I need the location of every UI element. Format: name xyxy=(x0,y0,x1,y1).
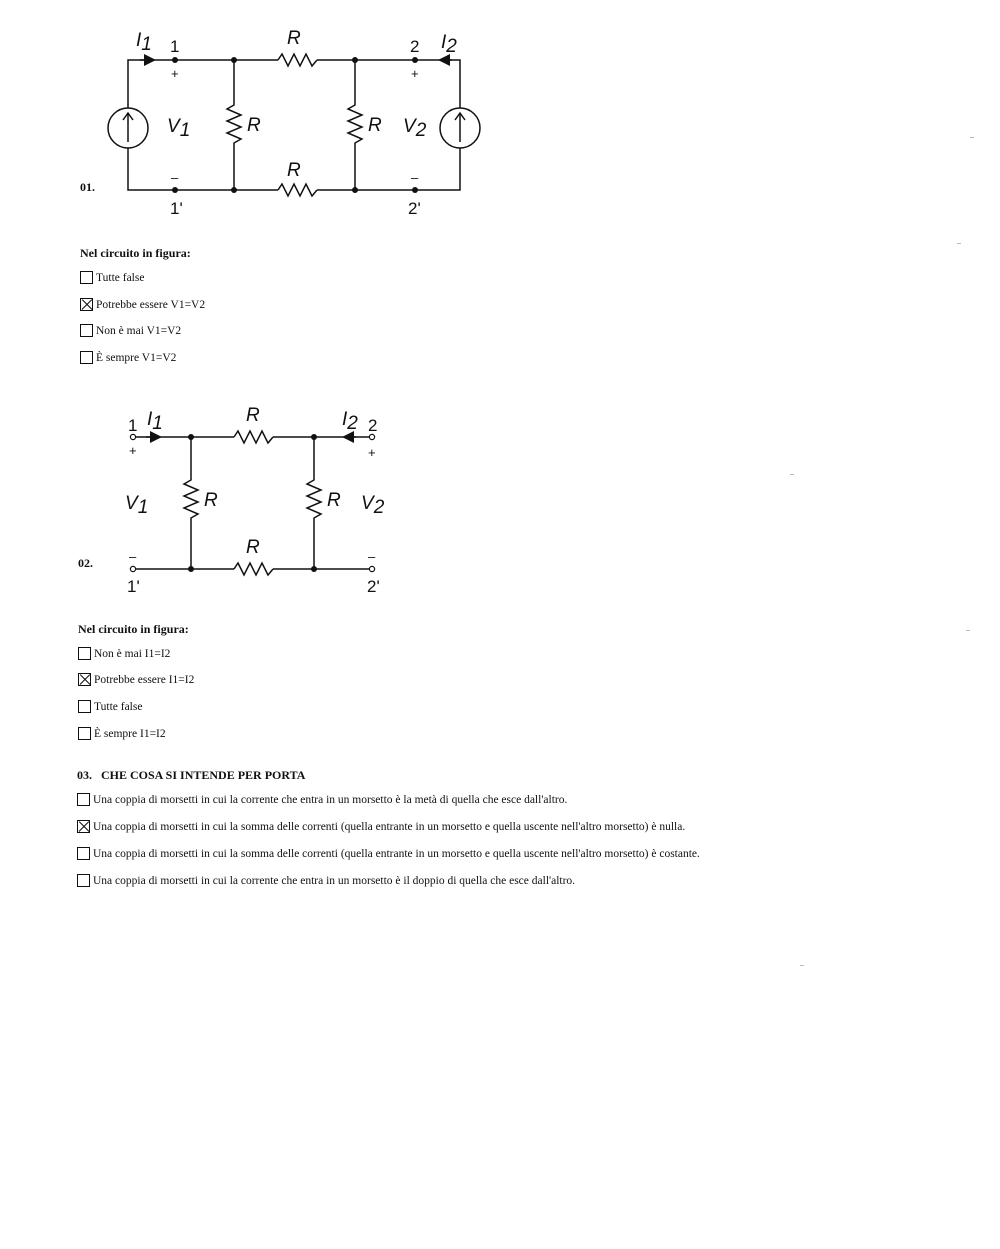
c2-resistor-right xyxy=(307,437,321,569)
c2-resistor-bottom xyxy=(234,563,273,575)
option-label: Non è mai I1=I2 xyxy=(94,647,171,660)
option-label: Una coppia di morsetti in cui la somma delle correnti (quella entrante in un morsetto e quella uscente nell'altro morsetto) è nulla. xyxy=(93,820,686,833)
c2-label-V2: V2 xyxy=(361,493,385,518)
c1-label-R-left: R xyxy=(247,115,261,136)
option-label: Una coppia di morsetti in cui la corrente che entra in un morsetto è il doppio di quella che esce dall'altro. xyxy=(93,874,576,887)
q2-option-4[interactable] xyxy=(78,727,166,740)
c2-label-R-bottom: R xyxy=(246,537,260,558)
q3-option-1[interactable] xyxy=(77,793,567,806)
option-label: Tutte false xyxy=(94,700,143,713)
c1-label-node2p: 2' xyxy=(408,199,421,218)
scan-speck xyxy=(790,474,794,475)
c2-label-R-left: R xyxy=(204,490,218,511)
c1-wire-top-right xyxy=(317,60,460,130)
q1-prompt: Nel circuito in figura: xyxy=(80,246,191,260)
q3-option-4[interactable] xyxy=(77,874,575,887)
checkbox-checked[interactable] xyxy=(77,820,90,833)
c1-wire-bottom-right xyxy=(317,130,460,190)
scan-speck xyxy=(966,630,970,631)
q3-number: 03. xyxy=(77,768,92,782)
c1-label-R-bottom: R xyxy=(287,160,301,181)
c1-label-V2: V2 xyxy=(403,116,427,141)
c1-minus-right: – xyxy=(411,170,419,185)
q2-option-3[interactable] xyxy=(78,700,142,713)
c1-resistor-top xyxy=(278,54,317,66)
c1-wire-bottom-left xyxy=(128,130,278,190)
option-label: È sempre V1=V2 xyxy=(96,351,177,364)
q2-option-1[interactable] xyxy=(78,647,170,660)
c1-label-node2: 2 xyxy=(410,37,420,56)
checkbox[interactable] xyxy=(80,324,93,337)
checkbox[interactable] xyxy=(80,271,93,284)
option-label: Una coppia di morsetti in cui la corrente che entra in un morsetto è la metà di quella che esce dall'altro. xyxy=(93,793,568,806)
c1-plus-right: + xyxy=(411,66,419,81)
c1-resistor-left xyxy=(227,60,241,190)
q3-prompt: CHE COSA SI INTENDE PER PORTA xyxy=(101,768,306,782)
q1-option-2[interactable] xyxy=(80,298,205,311)
q2-prompt: Nel circuito in figura: xyxy=(78,622,189,636)
q3-option-2[interactable] xyxy=(77,820,685,833)
c2-resistor-left xyxy=(184,437,198,569)
c1-label-R-top: R xyxy=(287,28,301,49)
c1-minus-left: – xyxy=(171,170,179,185)
c2-minus-left: – xyxy=(129,549,137,564)
c2-label-R-top: R xyxy=(246,405,260,426)
c2-label-node2: 2 xyxy=(368,416,378,435)
q1-option-1[interactable] xyxy=(80,271,144,284)
c1-label-R-right: R xyxy=(368,115,382,136)
option-label: Una coppia di morsetti in cui la somma delle correnti (quella entrante in un morsetto e quella uscente nell'altro morsetto) è costante. xyxy=(93,847,700,860)
c2-resistor-top xyxy=(234,431,273,443)
c1-label-V1: V1 xyxy=(167,116,191,141)
option-label: Potrebbe essere I1=I2 xyxy=(94,673,195,686)
q1-number: 01. xyxy=(80,180,95,194)
c2-label-V1: V1 xyxy=(125,493,149,518)
checkbox[interactable] xyxy=(78,647,91,660)
checkbox[interactable] xyxy=(77,847,90,860)
c2-label-I2: I2 xyxy=(342,409,358,434)
option-label: Potrebbe essere V1=V2 xyxy=(96,298,206,311)
option-label: Tutte false xyxy=(96,271,145,284)
c1-resistor-right xyxy=(348,60,362,190)
checkbox[interactable] xyxy=(78,727,91,740)
q3-header xyxy=(77,768,305,783)
checkbox[interactable] xyxy=(77,874,90,887)
c1-label-node1: 1 xyxy=(170,37,180,56)
c2-minus-right: – xyxy=(368,549,376,564)
option-label: Non è mai V1=V2 xyxy=(96,324,182,337)
c2-label-node2p: 2' xyxy=(367,577,380,596)
c1-plus-left: + xyxy=(171,66,179,81)
checkbox-checked[interactable] xyxy=(78,673,91,686)
q3-option-3[interactable] xyxy=(77,847,700,860)
checkbox[interactable] xyxy=(78,700,91,713)
c2-plus-left: + xyxy=(129,443,137,458)
q1-option-4[interactable] xyxy=(80,351,176,364)
c1-resistor-bottom xyxy=(278,184,317,196)
c1-label-node1p: 1' xyxy=(170,199,183,218)
scan-speck xyxy=(800,965,804,966)
c2-label-I1: I1 xyxy=(147,409,163,434)
c2-plus-right: + xyxy=(368,445,376,460)
c2-label-node1p: 1' xyxy=(127,577,140,596)
c1-label-I2: I2 xyxy=(441,32,457,57)
c2-label-R-right: R xyxy=(327,490,341,511)
checkbox-checked[interactable] xyxy=(80,298,93,311)
q2-option-2[interactable] xyxy=(78,673,194,686)
c2-label-node1: 1 xyxy=(128,416,138,435)
c1-label-I1: I1 xyxy=(136,30,152,55)
q2-number: 02. xyxy=(78,556,93,570)
scan-speck xyxy=(957,243,961,244)
checkbox[interactable] xyxy=(80,351,93,364)
scan-speck xyxy=(970,137,974,138)
option-label: È sempre I1=I2 xyxy=(94,727,166,740)
checkbox[interactable] xyxy=(77,793,90,806)
q1-option-3[interactable] xyxy=(80,324,181,337)
